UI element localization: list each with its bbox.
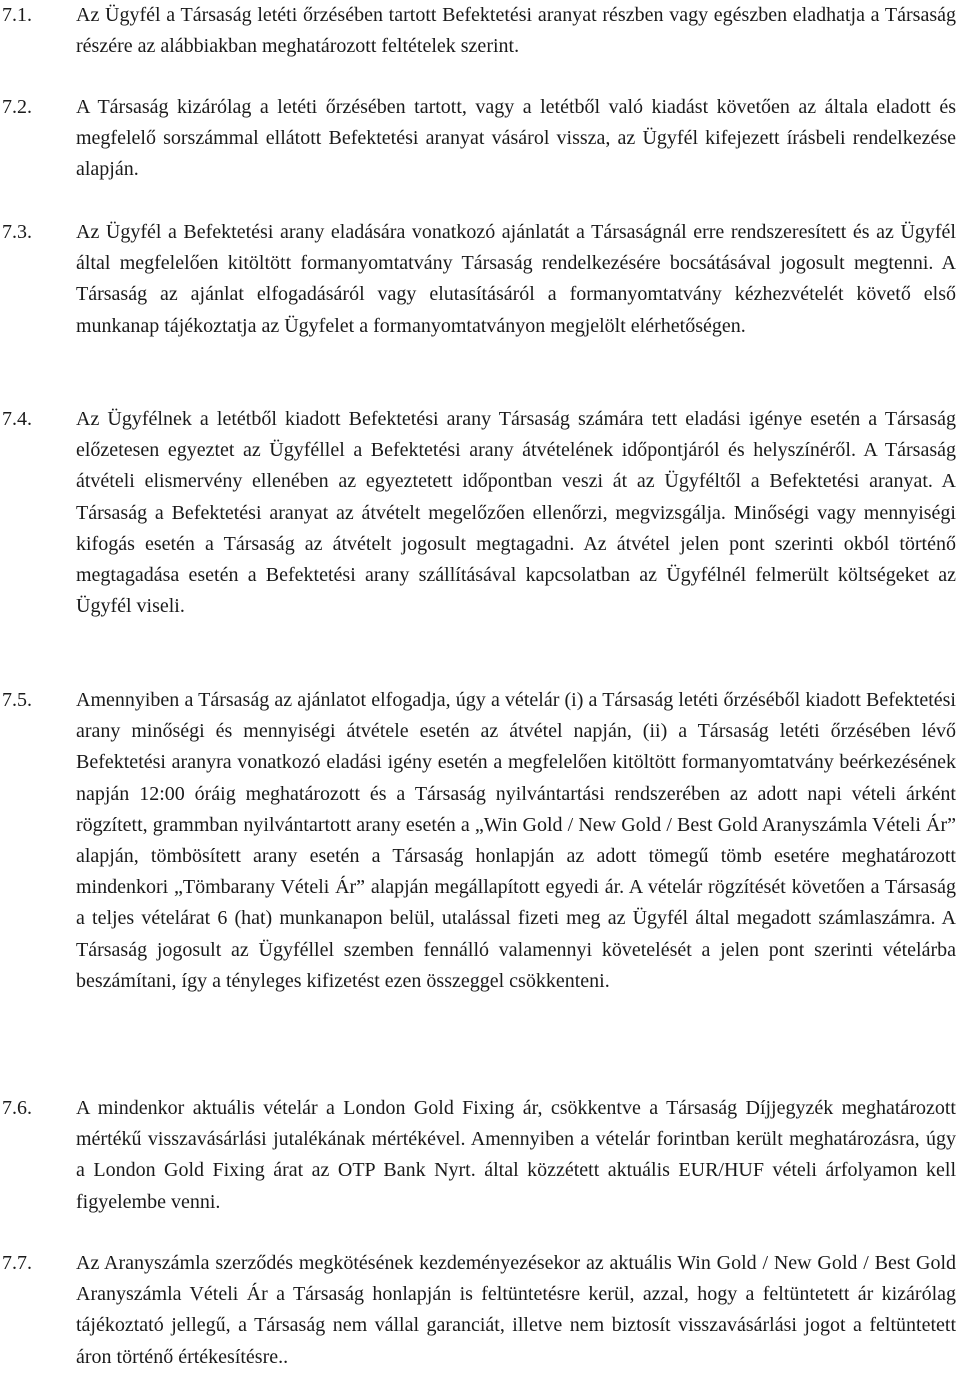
section-7-1: [0, 0, 956, 62]
section-7-2: [0, 92, 956, 186]
section-text: A mindenkor aktuális vételár a London Gold Fixing ár, csökkentve a Társaság Díjjegyzék meghatározott mértékű visszavásárlási jutalékának mértékével. Amennyiben a vételár forintban került meghatározásra, úgy a London Gold Fixing árat az OTP Bank Nyrt. által közzétett aktuális EUR/HUF vételi árfolyamon kell figyelembe venni.: [76, 1097, 956, 1213]
section-7-5: [0, 685, 956, 997]
section-number: 7.4.: [2, 408, 32, 430]
section-number: 7.5.: [2, 689, 32, 711]
section-7-6: [0, 1093, 956, 1218]
section-text: Az Aranyszámla szerződés megkötésének kezdeményezésekor az aktuális Win Gold / New Gold / Best Gold Aranyszámla Vételi Ár a Társaság honlapján is feltüntetésre kerül, azzal, hogy a feltüntetett ár kizárólag tájékoztató jellegű, a Társaság nem vállal garanciát, illetve nem biztosít visszavásárlási jogot a feltüntetett áron történő értékesítésre..: [76, 1252, 956, 1368]
section-number: 7.1.: [2, 4, 32, 26]
section-number: 7.7.: [2, 1252, 32, 1274]
section-text: Az Ügyfélnek a letétből kiadott Befektetési arany Társaság számára tett eladási igénye esetén a Társaság előzetesen egyeztet az Ügyféllel a Befektetési arany átvételének időpontjáról és helyszínéről. A Társaság átvételi elismervény ellenében az egyeztetett időpontban veszi át az Ügyféltől a Befektetési aranyat. A Társaság a Befektetési aranyat az átvételt megelőzően ellenőrzi, megvizsgálja. Minőségi vagy mennyiségi kifogás esetén a Társaság az átvételt jogosult megtagadni. Az átvétel jelen pont szerinti okból történő megtagadása esetén a Befektetési arany szállításával kapcsolatban az Ügyfélnél felmerült költségeket az Ügyfél viseli.: [76, 408, 956, 618]
section-7-3: [0, 217, 956, 342]
section-7-4: [0, 404, 956, 622]
section-7-7: [0, 1248, 956, 1373]
section-number: 7.6.: [2, 1097, 32, 1119]
section-number: 7.2.: [2, 96, 32, 118]
section-text: A Társaság kizárólag a letéti őrzésében tartott, vagy a letétből való kiadást követően az általa eladott és megfelelő sorszámmal ellátott Befektetési aranyat vásárol vissza, az Ügyfél kifejezett írásbeli rendelkezése alapján.: [76, 96, 956, 181]
section-text: Az Ügyfél a Befektetési arany eladására vonatkozó ajánlatát a Társaságnál erre rendszeresített és az Ügyfél által megfelelően kitöltött formanyomtatvány Társaság rendelkezésére bocsátásával jogosult megtenni. A Társaság az ajánlat elfogadásáról vagy elutasításáról a formanyomtatvány kézhezvételét követő első munkanap tájékoztatja az Ügyfelet a formanyomtatványon megjelölt elérhetőségen.: [76, 221, 956, 337]
section-number: 7.3.: [2, 221, 32, 243]
section-text: Amennyiben a Társaság az ajánlatot elfogadja, úgy a vételár (i) a Társaság letéti őrzéséből kiadott Befektetési arany minőségi és mennyiségi átvétele esetén az átvétel napján, (ii) a Társaság letéti őrzésében lévő Befektetési aranyra vonatkozó eladási igény esetén a megfelelően kitöltött formanyomtatvány beérkezésének napján 12:00 óráig meghatározott és a Társaság nyilvántartási rendszerében az adott napi vételi árként rögzített, grammban nyilvántartott arany esetén a „Win Gold / New Gold / Best Gold Aranyszámla Vételi Ár” alapján, tömbösített arany esetén a Társaság honlapján az adott tömegű tömb esetére meghatározott mindenkori „Tömbarany Vételi Ár” alapján megállapított egyedi ár. A vételár rögzítését követően a Társaság a teljes vételárat 6 (hat) munkanapon belül, utalással fizeti meg az Ügyfél által megadott számlaszámra. A Társaság jogosult az Ügyféllel szemben fennálló valamennyi követelését a jelen pont szerinti vételárba beszámítani, így a tényleges kifizetést ezen összeggel csökkenteni.: [76, 689, 956, 992]
section-text: Az Ügyfél a Társaság letéti őrzésében tartott Befektetési aranyat részben vagy egészben eladhatja a Társaság részére az alábbiakban meghatározott feltételek szerint.: [76, 4, 956, 58]
